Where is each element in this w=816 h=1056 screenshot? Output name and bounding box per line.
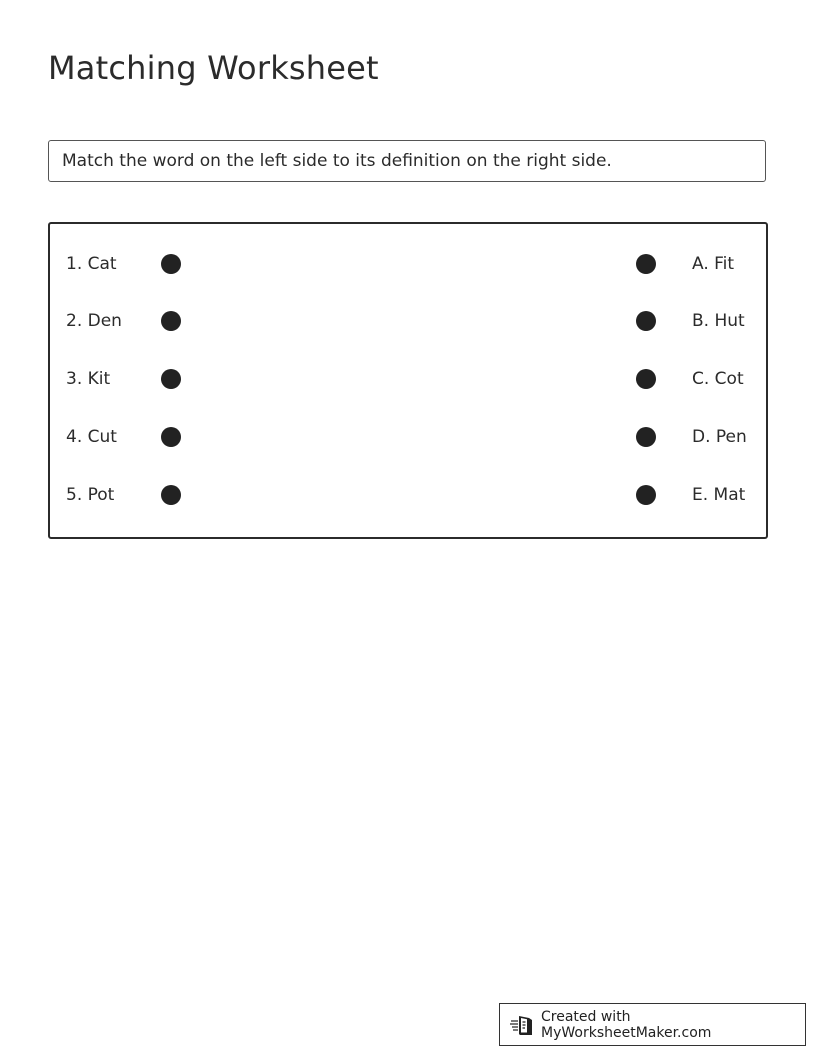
match-row [50, 480, 766, 510]
right-item-c-label: C. Cot [692, 369, 744, 389]
right-item-b-label: B. Hut [692, 311, 745, 331]
match-row [50, 249, 766, 279]
left-item-4-label: 4. Cut [66, 427, 117, 447]
left-item-4-connector-dot[interactable] [161, 427, 181, 447]
left-item-2-label: 2. Den [66, 311, 122, 331]
instructions-text: Match the word on the left side to its definition on the right side. [62, 151, 612, 171]
left-item-3-connector-dot[interactable] [161, 369, 181, 389]
right-item-c-connector-dot[interactable] [636, 369, 656, 389]
page-title: Matching Worksheet [48, 49, 379, 87]
left-item-5-connector-dot[interactable] [161, 485, 181, 505]
left-item-2-connector-dot[interactable] [161, 311, 181, 331]
left-item-1-connector-dot[interactable] [161, 254, 181, 274]
match-row [50, 364, 766, 394]
footer-credit[interactable] [499, 1003, 806, 1046]
match-row [50, 306, 766, 336]
worksheet-maker-logo-icon [510, 1013, 534, 1037]
left-item-1-label: 1. Cat [66, 254, 117, 274]
instructions-box [48, 140, 766, 182]
match-row [50, 422, 766, 452]
left-item-3-label: 3. Kit [66, 369, 111, 389]
matching-area [48, 222, 768, 539]
footer-credit-text: Created with MyWorksheetMaker.com [541, 1008, 712, 1041]
right-item-a-connector-dot[interactable] [636, 254, 656, 274]
right-item-b-connector-dot[interactable] [636, 311, 656, 331]
right-item-a-label: A. Fit [692, 254, 735, 274]
right-item-e-label: E. Mat [692, 485, 746, 505]
left-item-5-label: 5. Pot [66, 485, 115, 505]
right-item-e-connector-dot[interactable] [636, 485, 656, 505]
right-item-d-connector-dot[interactable] [636, 427, 656, 447]
right-item-d-label: D. Pen [692, 427, 747, 447]
